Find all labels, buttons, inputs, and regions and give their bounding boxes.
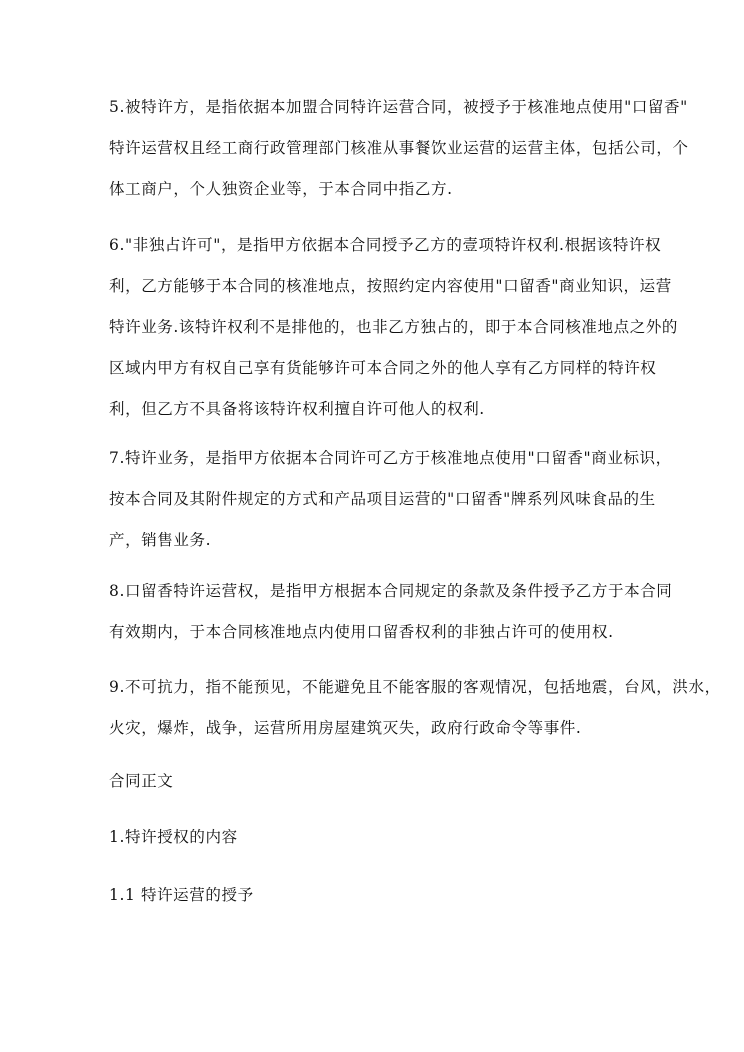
clause-7-line-1: 7.特许业务，是指甲方依据本合同许可乙方于核准地点使用"口留香"商业标识， — [109, 449, 672, 467]
clause-5-line-1: 5.被特许方，是指依据本加盟合同特许运营合同，被授予于核准地点使用"口留香" — [109, 98, 688, 116]
clause-9-line-2: 火灾，爆炸，战争，运营所用房屋建筑灭失，政府行政命令等事件. — [109, 719, 582, 737]
clause-7-line-2: 按本合同及其附件规定的方式和产品项目运营的"口留香"牌系列风味食品的生 — [109, 490, 656, 508]
clause-7-line-3: 产，销售业务. — [109, 531, 212, 549]
clause-6-line-4: 区域内甲方有权自己享有货能够许可本合同之外的他人享有乙方同样的特许权 — [109, 359, 657, 377]
heading-section-1: 1.特许授权的内容 — [109, 828, 238, 846]
clause-5-line-2: 特许运营权且经工商行政管理部门核准从事餐饮业运营的运营主体，包括公司，个 — [109, 139, 689, 157]
clause-6-line-1: 6."非独占许可"，是指甲方依据本合同授予乙方的壹项特许权利.根据该特许权 — [109, 236, 662, 254]
clause-6-line-2: 利，乙方能够于本合同的核准地点，按照约定内容使用"口留香"商业知识，运营 — [109, 277, 672, 295]
clause-5-line-3: 体工商户，个人独资企业等，于本合同中指乙方. — [109, 180, 453, 198]
clause-6-line-3: 特许业务.该特许权利不是排他的，也非乙方独占的，即于本合同核准地点之外的 — [109, 318, 679, 336]
heading-section-1-1: 1.1 特许运营的授予 — [109, 886, 254, 904]
heading-contract-body: 合同正文 — [109, 772, 174, 790]
clause-6-line-5: 利，但乙方不具备将该特许权利擅自许可他人的权利. — [109, 400, 485, 418]
clause-9-line-1: 9.不可抗力，指不能预见，不能避免且不能客服的客观情况，包括地震，台风，洪水， — [109, 678, 721, 696]
clause-8-line-2: 有效期内，于本合同核准地点内使用口留香权利的非独占许可的使用权. — [109, 623, 614, 641]
clause-8-line-1: 8.口留香特许运营权，是指甲方根据本合同规定的条款及条件授予乙方于本合同 — [109, 582, 673, 600]
